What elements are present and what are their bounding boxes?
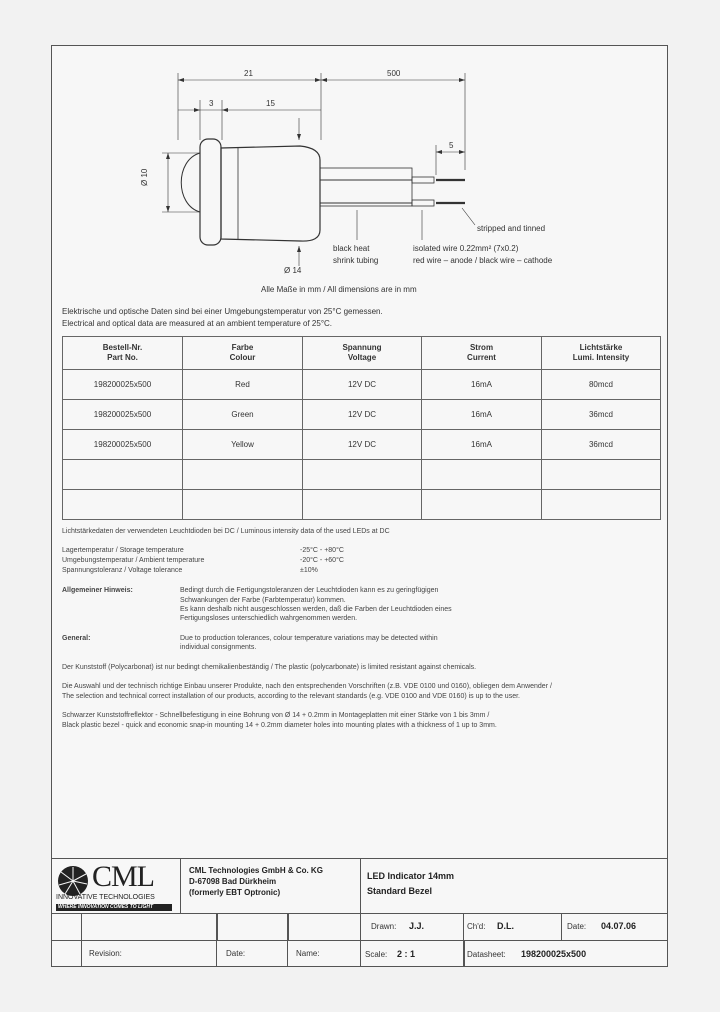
cell-colour: Green <box>183 400 303 430</box>
checked-label: Ch'd: <box>467 922 486 931</box>
note-storage-label: Lagertemperatur / Storage temperature <box>62 547 184 554</box>
dim-bezel-width: 3 <box>209 99 214 108</box>
datasheet-label: Datasheet: <box>467 950 506 959</box>
cell-empty <box>303 490 422 520</box>
company-name: CML Technologies GmbH & Co. KG <box>189 866 323 875</box>
table-row <box>63 370 661 400</box>
cell-part-no: 198200025x500 <box>63 430 183 460</box>
note-general-de-1: Bedingt durch die Fertigungstoleranzen der Leuchtdioden kann es zu geringfügigen <box>180 587 439 594</box>
note-general-de-label: Allgemeiner Hinweis: <box>62 587 133 594</box>
cell-intensity: 36mcd <box>542 400 661 430</box>
header-colour: Farbe Colour <box>183 337 303 370</box>
note-ambient-label: Umgebungstemperatur / Ambient temperature <box>62 557 205 564</box>
datasheet-value: 198200025x500 <box>521 949 587 959</box>
dim-total-length: 21 <box>244 69 253 78</box>
doc-title-1: LED Indicator 14mm <box>367 871 455 881</box>
note-general-en-label: General: <box>62 635 91 642</box>
table-row <box>63 490 661 520</box>
table-header-row <box>63 337 661 370</box>
cell-current: 16mA <box>422 430 542 460</box>
table-row <box>63 460 661 490</box>
note-ambient-value: -20°C - +60°C <box>300 557 344 564</box>
scale-value: 2 : 1 <box>397 949 416 959</box>
company-address: D-67098 Bad Dürkheim <box>189 877 277 886</box>
cell-voltage: 12V DC <box>303 370 422 400</box>
cell-intensity: 80mcd <box>542 370 661 400</box>
note-voltage-tol-value: ±10% <box>300 567 318 574</box>
cell-current: 16mA <box>422 400 542 430</box>
cell-voltage: 12V DC <box>303 400 422 430</box>
cell-empty <box>303 460 422 490</box>
cell-empty <box>422 490 542 520</box>
cell-empty <box>542 460 661 490</box>
cell-colour: Red <box>183 370 303 400</box>
table-row <box>63 400 661 430</box>
callout-wire-2: red wire – anode / black wire – cathode <box>413 256 553 265</box>
scale-label: Scale: <box>365 950 388 959</box>
doc-title-2: Standard Bezel <box>367 886 433 896</box>
callout-heat-shrink-2: shrink tubing <box>333 256 379 265</box>
intro-en: Electrical and optical data are measured at an ambient temperature of 25°C. <box>62 319 333 328</box>
dim-strip-length: 5 <box>449 141 454 150</box>
cell-part-no: 198200025x500 <box>63 400 183 430</box>
callout-wire-1: isolated wire 0.22mm² (7x0.2) <box>413 244 519 253</box>
intro-de: Elektrische und optische Daten sind bei einer Umgebungstemperatur von 25°C gemessen. <box>62 307 383 316</box>
date-label: Date: <box>567 922 587 931</box>
cell-intensity: 36mcd <box>542 430 661 460</box>
note-lumi: Lichtstärkedaten der verwendeten Leuchtdioden bei DC / Luminous intensity data of the used LEDs at DC <box>62 528 390 535</box>
cell-part-no: 198200025x500 <box>63 370 183 400</box>
header-current: Strom Current <box>422 337 542 370</box>
cell-empty <box>542 490 661 520</box>
revision-name-label: Name: <box>296 949 320 958</box>
cell-empty <box>183 460 303 490</box>
starburst-icon <box>56 864 90 898</box>
dim-lens-diameter: Ø 10 <box>140 168 149 186</box>
led-technical-drawing <box>0 0 720 300</box>
revision-date-label: Date: <box>226 949 246 958</box>
note-general-en-2: individual consignments. <box>180 644 257 651</box>
note-bezel-de: Schwarzer Kunststoffreflektor - Schnellbefestigung in eine Bohrung von Ø 14 + 0.2mm in Montageplatten mit einer Stärke von 1 bis 3mm / <box>62 712 490 719</box>
cell-empty <box>183 490 303 520</box>
dim-cable-length: 500 <box>387 69 401 78</box>
cell-colour: Yellow <box>183 430 303 460</box>
cell-current: 16mA <box>422 370 542 400</box>
note-storage-value: -25°C - +80°C <box>300 547 344 554</box>
units-note: Alle Maße in mm / All dimensions are in mm <box>261 285 417 294</box>
cell-voltage: 12V DC <box>303 430 422 460</box>
note-general-en-1: Due to production tolerances, colour temperature variations may be detected within <box>180 635 438 642</box>
callout-heat-shrink-1: black heat <box>333 244 370 253</box>
note-bezel-en: Black plastic bezel - quick and economic snap-in mounting 14 + 0.2mm diameter holes into mounting plates with a thickness of 1 up to 3mm. <box>62 722 497 729</box>
company-former: (formerly EBT Optronic) <box>189 888 281 897</box>
table-row <box>63 430 661 460</box>
header-part-no: Bestell-Nr. Part No. <box>63 337 183 370</box>
logo-text: CML <box>92 860 155 893</box>
spec-table <box>62 336 661 520</box>
drawn-label: Drawn: <box>371 922 397 931</box>
note-voltage-tol-label: Spannungstoleranz / Voltage tolerance <box>62 567 183 574</box>
note-general-de-3: Es kann deshalb nicht ausgeschlossen werden, daß die Farben der Leuchtdioden eines <box>180 606 452 613</box>
note-selection-de: Die Auswahl und der technisch richtige Einbau unserer Produkte, nach den entsprechenden Vorschriften (z.B. VDE 0100 und 0160), obliegen dem Anwender / <box>62 683 552 690</box>
note-general-de-4: Fertigungsloses unterschiedlich wahrgenommen werden. <box>180 615 358 622</box>
drawn-value: J.J. <box>409 921 425 931</box>
cell-empty <box>63 460 183 490</box>
date-value: 04.07.06 <box>601 921 637 931</box>
note-selection-en: The selection and technical correct installation of our products, according to the relevant standards (e.g. VDE 0100 and VDE 0160) is up to the user. <box>62 693 520 700</box>
logo-tagline: WHERE INNOVATION COMES TO LIGHT <box>58 904 153 910</box>
note-general-de-2: Schwankungen der Farbe (Farbtemperatur) kommen. <box>180 597 346 604</box>
callout-stripped: stripped and tinned <box>477 224 546 233</box>
cml-logo <box>56 862 172 910</box>
cell-empty <box>63 490 183 520</box>
cell-empty <box>422 460 542 490</box>
checked-value: D.L. <box>497 921 514 931</box>
header-voltage: Spannung Voltage <box>303 337 422 370</box>
logo-subtitle: INNOVATIVE TECHNOLOGIES <box>56 894 155 901</box>
header-intensity: Lichtstärke Lumi. Intensity <box>542 337 661 370</box>
dim-body-diameter: Ø 14 <box>284 266 302 275</box>
revision-label: Revision: <box>89 949 122 958</box>
dim-body-length: 15 <box>266 99 275 108</box>
note-plastic: Der Kunststoff (Polycarbonat) ist nur bedingt chemikalienbeständig / The plastic (polycarbonate) is limited resistant against chemicals. <box>62 664 477 671</box>
